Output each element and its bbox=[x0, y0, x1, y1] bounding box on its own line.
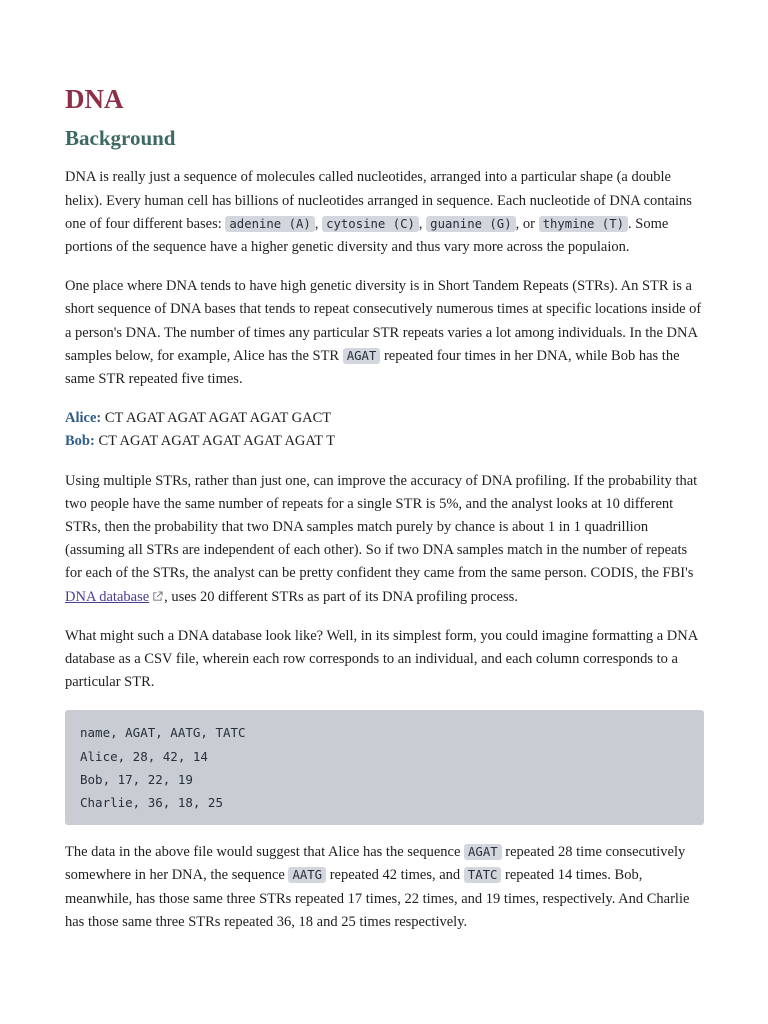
inline-code-adenine: adenine (A) bbox=[225, 216, 314, 232]
paragraph-csv-explanation bbox=[65, 841, 704, 934]
csv-line: Charlie, 36, 18, 25 bbox=[80, 795, 223, 811]
paragraph-text: repeated 42 times, and bbox=[326, 867, 464, 884]
paragraph-text: , uses 20 different STRs as part of its DNA profiling process. bbox=[164, 588, 518, 605]
csv-line: Alice, 28, 42, 14 bbox=[80, 748, 208, 764]
paragraph-nucleotides bbox=[65, 166, 704, 259]
paragraph-str bbox=[65, 275, 704, 391]
paragraph-text: Using multiple STRs, rather than just one, can improve the accuracy of DNA profiling. If the probability that two people have the same number of repeats for a single STR is 5%, and the analyst looks at 10 different STRs, then the probability that two DNA samples match purely by chance is about 1 in 1 quadrillion (assuming all STRs are independent of each other). So if two DNA samples match in the number of repeats for each of the STRs, the analyst can be pretty confident they came from the same person. CODIS, the FBI's bbox=[65, 472, 698, 582]
sample-bob bbox=[65, 430, 704, 453]
separator: , bbox=[418, 215, 427, 232]
sample-alice bbox=[65, 407, 704, 430]
inline-code-thymine: thymine (T) bbox=[539, 216, 628, 232]
paragraph-text: repeated 14 times. Bob, meanwhile, has those same three STRs repeated 17 times, 22 times, and 19 times, respectively. And Charlie has those same three STRs repeated 36, 18 and 25 times respectively. bbox=[65, 867, 690, 930]
separator: , bbox=[314, 215, 323, 232]
inline-code-guanine: guanine (G) bbox=[426, 216, 515, 232]
csv-code-block bbox=[65, 710, 704, 825]
paragraph-text: repeated four times in her DNA, while Bob has the same STR repeated five times. bbox=[65, 347, 680, 387]
page-title: DNA bbox=[65, 84, 124, 114]
dna-database-link[interactable]: DNA database bbox=[65, 588, 150, 605]
paragraph-text: DNA is really just a sequence of molecules called nucleotides, arranged into a particular shape (a double helix). Every human cell has billions of nucleotides arranged in sequence. Each nucleotide of DNA contains one of four different bases: bbox=[65, 169, 692, 232]
sample-sequence: CT AGAT AGAT AGAT AGAT GACT bbox=[101, 410, 332, 427]
external-link-icon[interactable] bbox=[152, 591, 163, 602]
paragraph-csv-intro: What might such a DNA database look like? Well, in its simplest form, you could imagine formatting a DNA database as a CSV file, wherein each row corresponds to an individual, and each column corresponds to a particular STR. bbox=[65, 627, 698, 691]
paragraph-text: The data in the above file would suggest that Alice has the sequence bbox=[65, 844, 465, 861]
separator: , or bbox=[515, 215, 539, 232]
paragraph-text: . Some portions of the sequence have a higher genetic diversity and thus vary more across the populaion. bbox=[65, 215, 669, 255]
inline-code-cytosine: cytosine (C) bbox=[322, 216, 419, 232]
csv-line: Bob, 17, 22, 19 bbox=[80, 771, 193, 787]
inline-code-agat: AGAT bbox=[464, 844, 502, 860]
csv-line: name, AGAT, AATG, TATC bbox=[80, 725, 246, 741]
sample-name: Bob: bbox=[65, 433, 95, 450]
sample-name: Alice: bbox=[65, 410, 102, 427]
dna-samples bbox=[65, 407, 704, 453]
section-heading-background: Background bbox=[65, 126, 176, 151]
inline-code-agat: AGAT bbox=[343, 348, 381, 364]
sample-sequence: CT AGAT AGAT AGAT AGAT AGAT T bbox=[94, 433, 336, 450]
inline-code-tatc: TATC bbox=[464, 867, 502, 883]
inline-code-aatg: AATG bbox=[288, 867, 326, 883]
paragraph-text: One place where DNA tends to have high genetic diversity is in Short Tandem Repeats (STRs). An STR is a short sequence of DNA bases that tends to repeat consecutively numerous times at specific locations inside of a person's DNA. The number of times any particular STR repeats varies a lot among individuals. In the DNA samples below, for example, Alice has the STR bbox=[65, 278, 702, 364]
paragraph-multiple-strs bbox=[65, 470, 704, 609]
paragraph-text: repeated 28 time consecutively somewhere in her DNA, the sequence bbox=[65, 844, 686, 884]
